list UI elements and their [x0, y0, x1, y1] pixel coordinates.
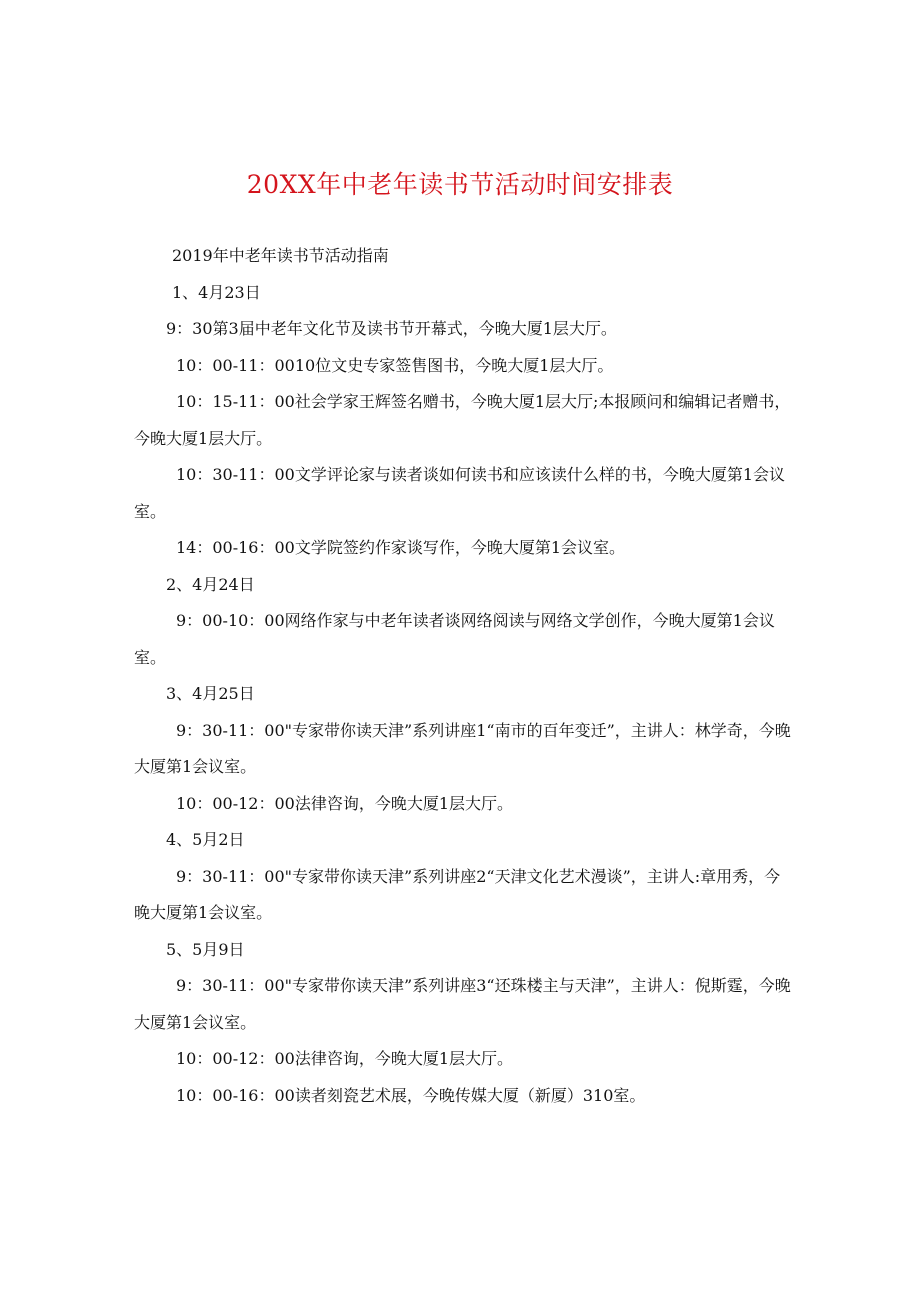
document-body [134, 238, 794, 1114]
date-heading-may-9: 5、5月9日 [166, 939, 245, 959]
schedule-item: 10：00-16：00读者刻瓷艺术展，今晚传媒大厦（新厦）310室。 [176, 1085, 646, 1105]
date-heading-apr-25: 3、4月25日 [166, 684, 255, 703]
schedule-item: 9：30第3届中老年文化节及读书节开幕式，今晚大厦1层大厅。 [166, 319, 617, 338]
schedule-item: 9：30-11：00"专家带你读天津”系列讲座2“天津文化艺术漫谈”，主讲人:章用秀，今晚大厦第1会议室。 [134, 866, 781, 922]
date-heading-apr-24: 2、4月24日 [166, 574, 255, 594]
date-heading-apr-23: 1、4月23日 [172, 282, 261, 302]
document-title: 20XX年中老年读书节活动时间安排表 [246, 170, 674, 199]
schedule-item: 9：30-11：00"专家带你读天津”系列讲座1“南市的百年变迁”，主讲人：林学奇，今晚大厦第1会议室。 [134, 720, 791, 776]
guide-heading: 2019年中老年读书节活动指南 [172, 246, 389, 265]
schedule-item: 10：30-11：00文学评论家与读者谈如何读书和应该读什么样的书，今晚大厦第1会议室。 [134, 465, 786, 521]
schedule-item: 9：00-10：00网络作家与中老年读者谈网络阅读与网络文学创作，今晚大厦第1会议室。 [134, 611, 775, 667]
schedule-item: 10：00-12：00法律咨询，今晚大厦1层大厅。 [176, 793, 514, 813]
schedule-item: 10：00-11：0010位文史专家签售图书，今晚大厦1层大厅。 [176, 355, 614, 375]
schedule-item: 10：00-12：00法律咨询，今晚大厦1层大厅。 [176, 1049, 514, 1068]
schedule-item: 14：00-16：00文学院签约作家谈写作，今晚大厦第1会议室。 [176, 538, 626, 557]
schedule-item: 10：15-11：00社会学家王辉签名赠书，今晚大厦1层大厅;本报顾问和编辑记者赠书，今晚大厦1层大厅。 [134, 392, 791, 448]
schedule-item: 9：30-11：00"专家带你读天津”系列讲座3“还珠楼主与天津”，主讲人：倪斯霆，今晚大厦第1会议室。 [134, 976, 791, 1032]
date-heading-may-2: 4、5月2日 [166, 830, 245, 849]
